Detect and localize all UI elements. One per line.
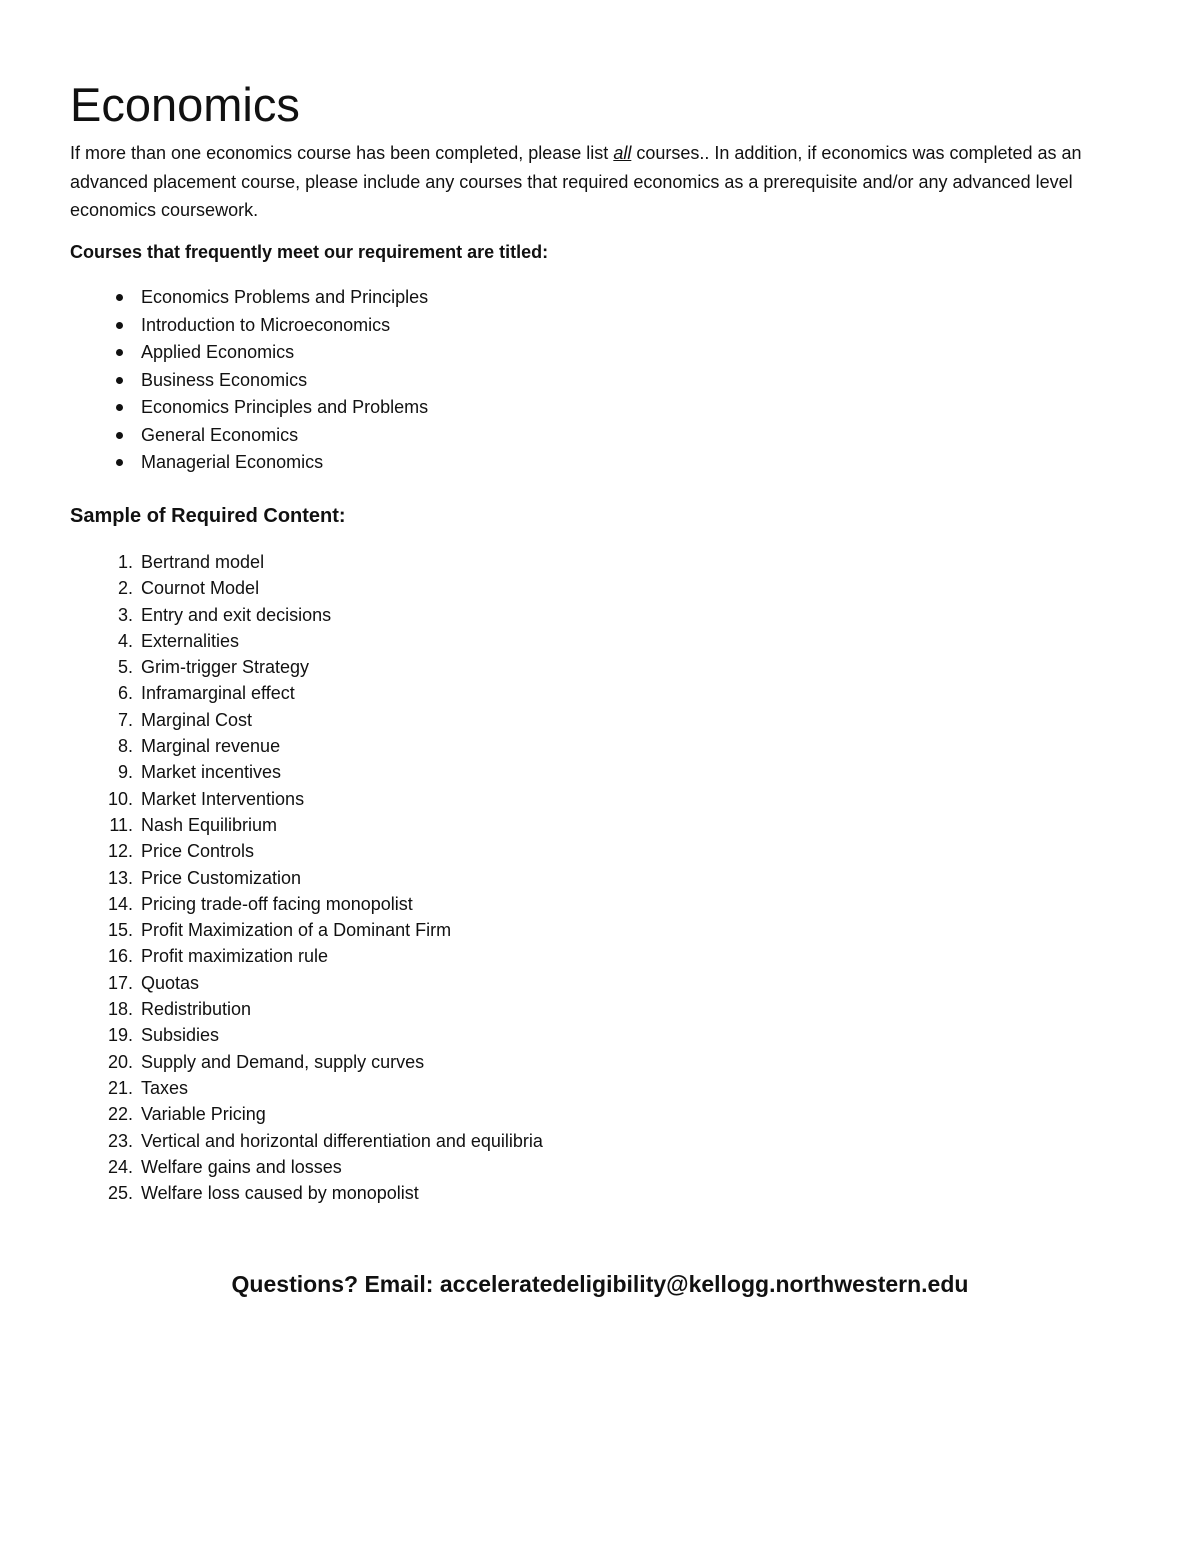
topic-number: 23. <box>107 1130 133 1151</box>
topic-label: Nash Equilibrium <box>141 814 278 835</box>
topic-number: 19. <box>107 1025 133 1046</box>
topic-number: 3. <box>117 604 133 625</box>
bullet-icon <box>116 322 123 329</box>
contact-prefix: Questions? Email: <box>231 1271 440 1297</box>
topic-label: Taxes <box>141 1077 189 1098</box>
topic-item <box>0 1101 543 1127</box>
intro-text-start: If more than one economics course has been completed, please list <box>70 143 614 163</box>
topic-item <box>0 628 543 654</box>
topic-item <box>0 602 543 628</box>
topic-number: 18. <box>107 999 133 1020</box>
topic-label: Market Interventions <box>141 788 305 809</box>
topic-label: Pricing trade-off facing monopolist <box>141 893 413 914</box>
topic-label: Profit Maximization of a Dominant Firm <box>141 920 452 941</box>
topic-item <box>0 549 543 575</box>
topic-label: Redistribution <box>141 999 252 1020</box>
bullet-icon <box>116 459 123 466</box>
topic-item <box>0 970 543 996</box>
topic-item <box>0 575 543 601</box>
bullet-icon <box>116 377 123 384</box>
topic-number: 17. <box>107 972 133 993</box>
course-label: Economics Problems and Principles <box>141 287 429 307</box>
course-item <box>0 284 428 312</box>
topic-item <box>0 786 543 812</box>
sample-heading: Sample of Required Content: <box>70 505 346 527</box>
bullet-icon <box>116 432 123 439</box>
topic-label: Marginal revenue <box>141 736 281 757</box>
topic-item <box>0 838 543 864</box>
topic-number: 13. <box>107 867 133 888</box>
topic-label: Cournot Model <box>141 578 260 599</box>
topic-item <box>0 1154 543 1180</box>
course-item <box>0 449 428 477</box>
topic-item <box>0 812 543 838</box>
courses-heading: Courses that frequently meet our requirement are titled: <box>70 242 549 262</box>
topic-label: Grim-trigger Strategy <box>141 657 310 678</box>
topic-number: 22. <box>107 1104 133 1125</box>
topic-label: Variable Pricing <box>141 1104 266 1125</box>
topic-label: Subsidies <box>141 1025 220 1046</box>
topic-item <box>0 1180 543 1206</box>
topic-item <box>0 680 543 706</box>
topic-number: 6. <box>117 683 133 704</box>
topic-label: Externalities <box>141 630 240 651</box>
topic-label: Profit maximization rule <box>141 946 329 967</box>
course-item <box>0 367 428 395</box>
topic-number: 16. <box>107 946 133 967</box>
topic-number: 12. <box>107 841 133 862</box>
course-item <box>0 422 428 450</box>
course-item <box>0 339 428 367</box>
course-item <box>0 312 428 340</box>
topic-label: Market incentives <box>141 762 282 783</box>
topic-label: Bertrand model <box>141 552 265 572</box>
topic-number: 25. <box>107 1183 133 1204</box>
bullet-icon <box>116 294 123 301</box>
topic-item <box>0 759 543 785</box>
topic-list <box>0 549 543 1206</box>
intro-text-end: courses.. In addition, if economics was completed as an advanced placement course, please include any courses that required economics as a prerequisite and/or any advanced level economics coursework. <box>70 143 1082 220</box>
topic-label: Vertical and horizontal differentiation and equilibria <box>141 1130 543 1151</box>
topic-item <box>0 1128 543 1154</box>
course-label: Introduction to Microeconomics <box>141 314 391 335</box>
course-list <box>0 284 428 477</box>
topic-label: Marginal Cost <box>141 709 253 730</box>
intro-emphasis: all <box>613 143 632 163</box>
topic-label: Welfare loss caused by monopolist <box>141 1183 419 1204</box>
topic-item <box>0 917 543 943</box>
intro-paragraph <box>70 139 1110 225</box>
topic-item <box>0 733 543 759</box>
course-label: General Economics <box>141 424 299 445</box>
topic-number: 7. <box>117 709 133 730</box>
topic-item <box>0 1049 543 1075</box>
topic-item <box>0 891 543 917</box>
topic-number: 20. <box>107 1051 133 1072</box>
topic-number: 8. <box>117 736 133 757</box>
topic-label: Quotas <box>141 972 200 993</box>
topic-number: 14. <box>107 893 133 914</box>
topic-label: Inframarginal effect <box>141 683 295 704</box>
topic-number: 5. <box>117 657 133 678</box>
topic-number: 21. <box>107 1077 133 1098</box>
topic-item <box>0 1022 543 1048</box>
course-label: Business Economics <box>141 369 308 390</box>
topic-item <box>0 654 543 680</box>
bullet-icon <box>116 349 123 356</box>
topic-number: 1. <box>117 552 133 572</box>
topic-number: 11. <box>109 814 133 835</box>
topic-item <box>0 707 543 733</box>
topic-number: 4. <box>117 630 133 651</box>
topic-label: Supply and Demand, supply curves <box>141 1051 425 1072</box>
topic-number: 10. <box>107 788 133 809</box>
topic-label: Price Customization <box>141 867 302 888</box>
course-label: Applied Economics <box>141 342 295 362</box>
topic-item <box>0 943 543 969</box>
topic-number: 24. <box>107 1156 133 1177</box>
topic-label: Welfare gains and losses <box>141 1156 342 1177</box>
topic-number: 9. <box>117 762 133 783</box>
course-item <box>0 394 428 422</box>
course-label: Economics Principles and Problems <box>141 397 429 417</box>
topic-number: 15. <box>107 920 133 941</box>
topic-item <box>0 865 543 891</box>
topic-item <box>0 1075 543 1101</box>
topic-item <box>0 996 543 1022</box>
contact-line <box>0 1268 1200 1300</box>
page-title: Economics <box>70 78 300 131</box>
topic-label: Price Controls <box>141 841 255 862</box>
course-label: Managerial Economics <box>141 452 324 472</box>
topic-number: 2. <box>117 578 133 599</box>
topic-label: Entry and exit decisions <box>141 604 332 625</box>
contact-email[interactable]: acceleratedeligibility@kellogg.northwestern.edu <box>439 1271 969 1297</box>
bullet-icon <box>116 404 123 411</box>
